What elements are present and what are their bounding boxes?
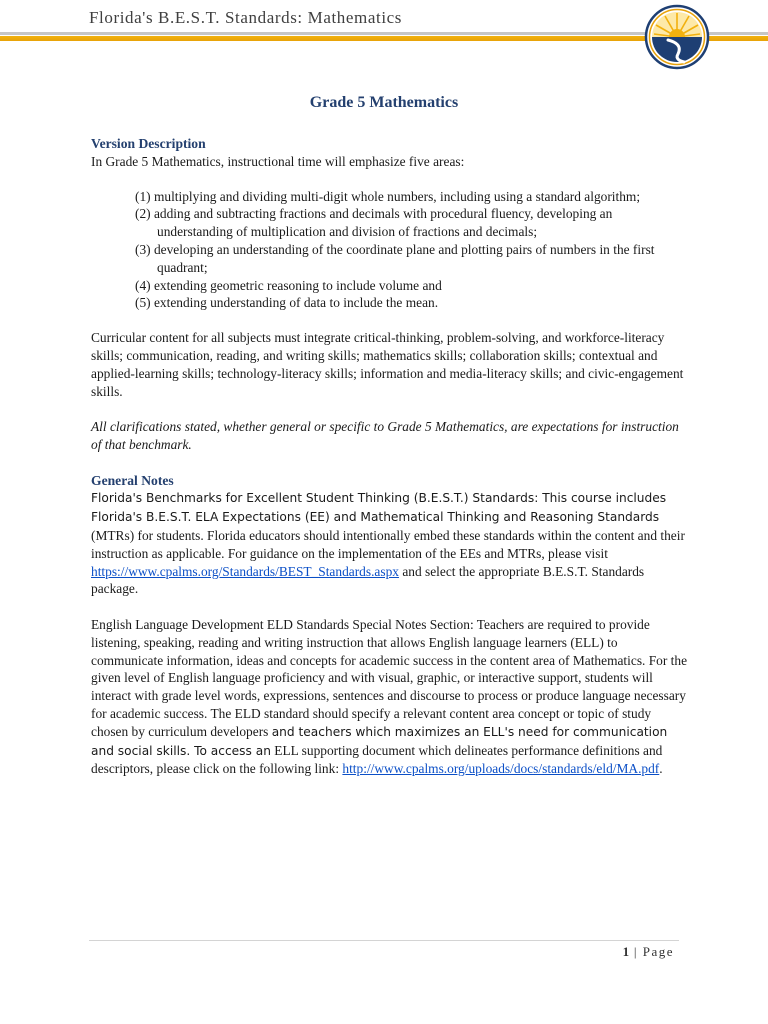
page-separator: | [629, 944, 643, 959]
general-notes-heading: General Notes [91, 472, 174, 488]
eld-document-link[interactable]: http://www.cpalms.org/uploads/docs/standards/eld/MA.pdf [342, 761, 660, 777]
page-number: 1 [622, 944, 630, 959]
best-standards-text-sans: Florida's Benchmarks for Excellent Student Thinking (B.E.S.T.) Standards: This course includes Florida's B.E.S.T. ELA Expectations (EE) and Mathematical Thinking and Reasoning Standards [91, 491, 667, 525]
version-description-heading: Version Description [91, 136, 206, 151]
header-title: Florida's B.E.S.T. Standards: Mathematics [89, 8, 403, 27]
footer-rule [89, 940, 679, 941]
page-footer [623, 944, 674, 960]
eld-standards-text-rest: ELL supporting document which delineates performance definitions and descriptors, please click on the following link: [91, 742, 663, 777]
list-item: (1) multiplying and dividing multi-digit whole numbers, including using a standard algorithm; [135, 188, 641, 204]
eld-standards-text-sans: and teachers which maximizes an ELL's need for communication and social skills. To access an [91, 724, 668, 758]
page-label: Page [642, 944, 674, 959]
list-item: (4) extending geometric reasoning to include volume and [135, 277, 442, 293]
version-description-intro: In Grade 5 Mathematics, instructional time will emphasize five areas: [91, 153, 465, 169]
document-title: Grade 5 Mathematics [309, 94, 459, 111]
header-rule-end [708, 32, 768, 41]
document-body [91, 135, 691, 778]
curricular-content-paragraph: Curricular content for all subjects must integrate critical-thinking, problem-solving, and workforce-literacy skills; communication, reading, and writing skills; mathematics skills; collaboration skills; contextual and applied-learning skills; technology-literacy skills; information and media-literacy skills; and civic-engagement skills. [91, 330, 684, 399]
eld-standards-paragraph [91, 616, 691, 778]
eld-standards-text: English Language Development ELD Standards Special Notes Section: Teachers are required to provide listening, speaking, reading and writing instruction that allows English language learners (ELL) to communicate information, ideas and concepts for academic success in the content area of Mathematics. For the given level of English language proficiency and with visual, graphic, or interactive support, students will interact with grade level words, expressions, sentences and discourse to process or produce language necessary for academic success. The ELD standard should specify a relevant content area concept or topic of study chosen by curriculum developers [91, 616, 688, 739]
best-standards-link[interactable]: https://www.cpalms.org/Standards/BEST_Standards.aspx [91, 563, 399, 579]
florida-department-of-education-seal-icon [644, 4, 710, 70]
header-rule [0, 32, 648, 41]
best-standards-text: (MTRs) for students. Florida educators should intentionally embed these standards within the content and their instruction as applicable. For guidance on the implementation of the EEs and MTRs, please visit [91, 527, 685, 561]
best-standards-text-end: and select the appropriate B.E.S.T. Standards package. [91, 563, 645, 597]
clarifications-paragraph: All clarifications stated, whether general or specific to Grade 5 Mathematics, are expectations for instruction of that benchmark. [91, 419, 679, 452]
list-item: (2) adding and subtracting fractions and decimals with procedural fluency, developing an understanding of multiplication and division of fractions and decimals; [135, 206, 613, 240]
emphasis-areas-list [91, 188, 691, 313]
eld-standards-text-end: . [659, 761, 663, 777]
list-item: (5) extending understanding of data to include the mean. [135, 295, 439, 311]
best-standards-paragraph [91, 489, 691, 598]
list-item: (3) developing an understanding of the coordinate plane and plotting pairs of numbers in the first quadrant; [135, 241, 655, 275]
